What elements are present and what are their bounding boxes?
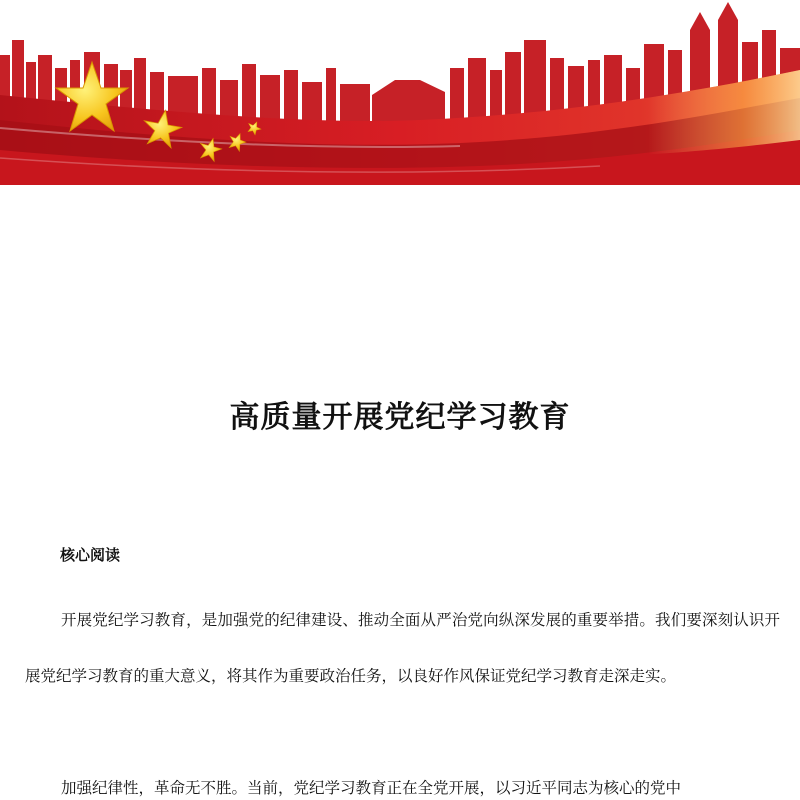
body-paragraph: 加强纪律性，革命无不胜。当前，党纪学习教育正在全党开展，以习近平同志为核心的党中 [61, 779, 682, 797]
body-paragraph: 开展党纪学习教育，是加强党的纪律建设、推动全面从严治党向纵深发展的重要举措。我们要深刻认识开展党纪学习教育的重大意义，将其作为重要政治任务，以良好作风保证党纪学习教育走深走实。 [25, 611, 780, 685]
document-title: 高质量开展党纪学习教育 [229, 400, 571, 435]
banner-graphic [0, 0, 800, 185]
section-subheading: 核心阅读 [60, 546, 121, 564]
header-banner [0, 0, 800, 185]
